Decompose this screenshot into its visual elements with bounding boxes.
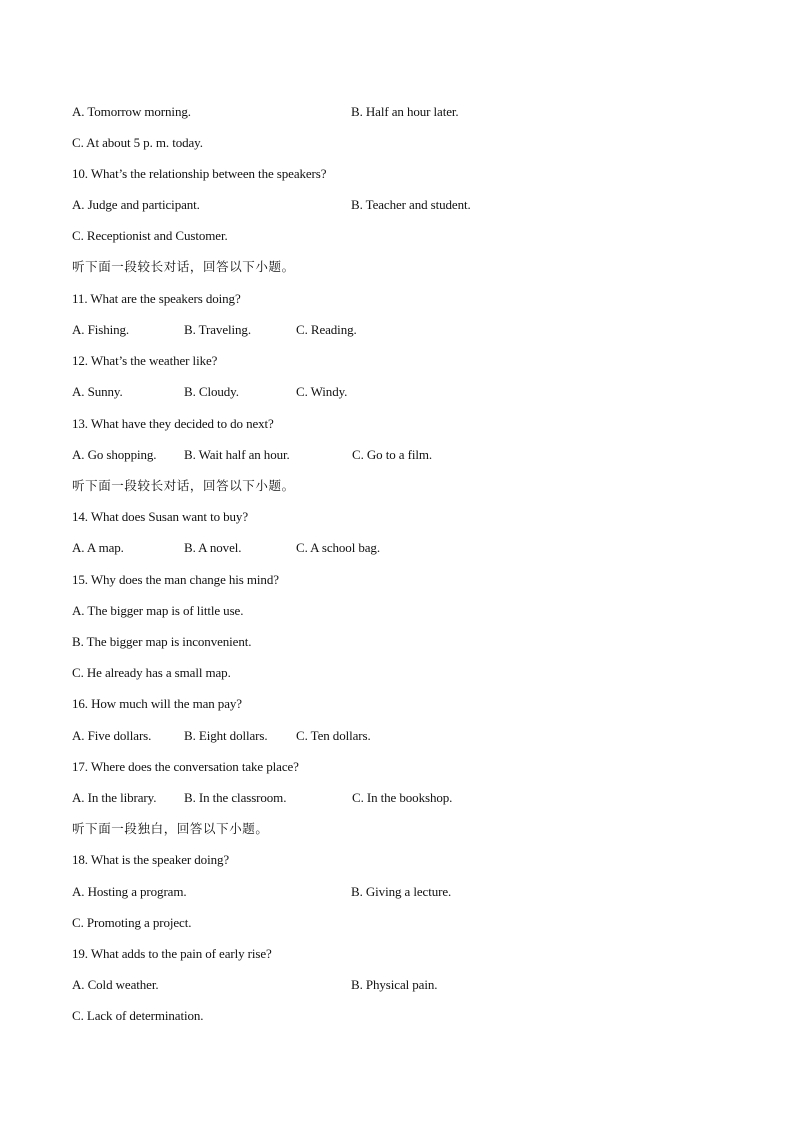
- question-13: 13. What have they decided to do next?: [72, 416, 274, 431]
- q19-option-c: C. Lack of determination.: [72, 1008, 204, 1023]
- q16-option-c: C. Ten dollars.: [296, 728, 371, 743]
- q13-option-c: C. Go to a film.: [352, 447, 433, 462]
- q17-option-b: B. In the classroom.: [184, 790, 287, 805]
- question-18: 18. What is the speaker doing?: [72, 852, 230, 867]
- section-instruction: 听下面一段较长对话，回答以下小题。: [72, 478, 295, 493]
- q17-option-a: A. In the library.: [72, 790, 157, 805]
- question-19: 19. What adds to the pain of early rise?: [72, 946, 272, 961]
- q19-option-b: B. Physical pain.: [351, 977, 438, 992]
- q10-option-c: C. Receptionist and Customer.: [72, 228, 228, 243]
- q19-option-a: A. Cold weather.: [72, 977, 159, 992]
- question-15: 15. Why does the man change his mind?: [72, 572, 279, 587]
- q15-option-c: C. He already has a small map.: [72, 665, 231, 680]
- q12-option-b: B. Cloudy.: [184, 384, 239, 399]
- q14-option-c: C. A school bag.: [296, 540, 380, 555]
- q9-option-a: A. Tomorrow morning.: [72, 104, 191, 119]
- q15-option-a: A. The bigger map is of little use.: [72, 603, 244, 618]
- q17-option-c: C. In the bookshop.: [352, 790, 453, 805]
- question-11: 11. What are the speakers doing?: [72, 291, 241, 306]
- q14-option-b: B. A novel.: [184, 540, 242, 555]
- q12-option-c: C. Windy.: [296, 384, 348, 399]
- q15-option-b: B. The bigger map is inconvenient.: [72, 634, 252, 649]
- q16-option-a: A. Five dollars.: [72, 728, 152, 743]
- question-17: 17. Where does the conversation take place?: [72, 759, 299, 774]
- q10-option-a: A. Judge and participant.: [72, 197, 200, 212]
- section-instruction: 听下面一段较长对话，回答以下小题。: [72, 259, 295, 274]
- q16-option-b: B. Eight dollars.: [184, 728, 268, 743]
- section-instruction: 听下面一段独白，回答以下小题。: [72, 821, 269, 836]
- q9-option-b: B. Half an hour later.: [351, 104, 459, 119]
- question-16: 16. How much will the man pay?: [72, 696, 242, 711]
- question-14: 14. What does Susan want to buy?: [72, 509, 249, 524]
- q13-option-a: A. Go shopping.: [72, 447, 157, 462]
- question-10: 10. What’s the relationship between the speakers?: [72, 166, 327, 181]
- q18-option-b: B. Giving a lecture.: [351, 884, 452, 899]
- q11-option-b: B. Traveling.: [184, 322, 251, 337]
- q12-option-a: A. Sunny.: [72, 384, 123, 399]
- q9-option-c: C. At about 5 p. m. today.: [72, 135, 203, 150]
- q11-option-c: C. Reading.: [296, 322, 357, 337]
- q18-option-a: A. Hosting a program.: [72, 884, 187, 899]
- q10-option-b: B. Teacher and student.: [351, 197, 471, 212]
- q11-option-a: A. Fishing.: [72, 322, 130, 337]
- q18-option-c: C. Promoting a project.: [72, 915, 192, 930]
- question-12: 12. What’s the weather like?: [72, 353, 218, 368]
- q14-option-a: A. A map.: [72, 540, 124, 555]
- q13-option-b: B. Wait half an hour.: [184, 447, 290, 462]
